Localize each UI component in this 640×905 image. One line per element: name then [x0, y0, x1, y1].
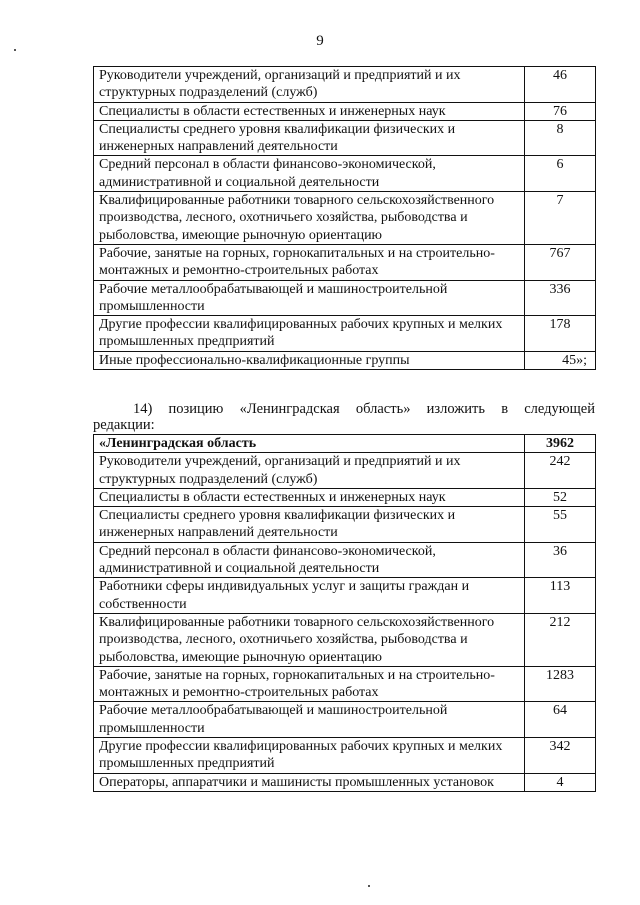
occupation-label: Специалисты среднего уровня квалификации физических и инженерных направлений деятельности [94, 120, 525, 156]
occupation-value: 342 [525, 738, 596, 774]
occupation-label: Квалифицированные работники товарного сельскохозяйственного производства, лесного, охотничьего хозяйства, рыбоводства и рыболовства, имеющие рыночную ориентацию [94, 613, 525, 666]
occupation-label: Другие профессии квалифицированных рабочих крупных и мелких промышленных предприятий [94, 738, 525, 774]
table-row [94, 316, 596, 352]
table-row [94, 244, 596, 280]
table-row [94, 578, 596, 614]
occupation-value: 46 [525, 67, 596, 103]
table-row [94, 613, 596, 666]
paragraph-line: редакции: [93, 417, 155, 433]
occupation-label: Рабочие металлообрабатывающей и машиностроительной промышленности [94, 702, 525, 738]
table-row [94, 666, 596, 702]
table-row [94, 280, 596, 316]
occupation-value: 7 [525, 192, 596, 245]
table-row [94, 773, 596, 791]
occupation-label: Рабочие металлообрабатывающей и машиностроительной промышленности [94, 280, 525, 316]
table-row [94, 738, 596, 774]
occupation-label: Иные профессионально-квалификационные группы [94, 351, 525, 369]
table-row [94, 351, 596, 369]
occupation-label: Средний персонал в области финансово-экономической, административной и социальной деятельности [94, 156, 525, 192]
occupation-label: Специалисты в области естественных и инженерных наук [94, 102, 525, 120]
table-row [94, 542, 596, 578]
occupation-value: 6 [525, 156, 596, 192]
occupation-label: Другие профессии квалифицированных рабочих крупных и мелких промышленных предприятий [94, 316, 525, 352]
occupation-label: Квалифицированные работники товарного сельскохозяйственного производства, лесного, охотничьего хозяйства, рыбоводства и рыболовства, имеющие рыночную ориентацию [94, 192, 525, 245]
region-name: «Ленинградская область [94, 435, 525, 453]
occupation-label: Средний персонал в области финансово-экономической, административной и социальной деятельности [94, 542, 525, 578]
occupation-value: 242 [525, 453, 596, 489]
occupation-value: 8 [525, 120, 596, 156]
scan-speck [14, 49, 16, 51]
occupation-label: Руководители учреждений, организаций и предприятий и их структурных подразделений (служб) [94, 453, 525, 489]
page-number: 9 [316, 33, 324, 49]
occupation-value: 178 [525, 316, 596, 352]
table-row [94, 120, 596, 156]
occupation-label: Рабочие, занятые на горных, горнокапитальных и на строительно-монтажных и ремонтно-строительных работах [94, 244, 525, 280]
paragraph-line: 14) позицию «Ленинградская область» изложить в следующей [133, 401, 595, 417]
amendment-paragraph [93, 401, 595, 433]
occupation-value: 767 [525, 244, 596, 280]
occupation-value: 52 [525, 488, 596, 506]
occupation-label: Работники сферы индивидуальных услуг и защиты граждан и собственности [94, 578, 525, 614]
table-row [94, 507, 596, 543]
table-row [94, 102, 596, 120]
table-row [94, 453, 596, 489]
occupation-value: 1283 [525, 666, 596, 702]
occupation-value: 212 [525, 613, 596, 666]
occupation-value: 45»; [525, 351, 596, 369]
occupation-value: 36 [525, 542, 596, 578]
table-row [94, 156, 596, 192]
table-row [94, 67, 596, 103]
occupation-value: 4 [525, 773, 596, 791]
occupations-table-continued [93, 66, 596, 370]
occupation-label: Руководители учреждений, организаций и предприятий и их структурных подразделений (служб) [94, 67, 525, 103]
occupation-value: 64 [525, 702, 596, 738]
occupation-label: Специалисты среднего уровня квалификации физических и инженерных направлений деятельности [94, 507, 525, 543]
occupation-label: Рабочие, занятые на горных, горнокапитальных и на строительно-монтажных и ремонтно-строительных работах [94, 666, 525, 702]
occupation-value: 76 [525, 102, 596, 120]
table-row [94, 702, 596, 738]
table-header-row [94, 435, 596, 453]
region-total: 3962 [525, 435, 596, 453]
leningrad-region-table [93, 434, 596, 792]
occupation-value: 113 [525, 578, 596, 614]
occupation-label: Специалисты в области естественных и инженерных наук [94, 488, 525, 506]
scan-speck [368, 885, 370, 887]
occupation-value: 336 [525, 280, 596, 316]
table-row [94, 192, 596, 245]
occupation-value: 55 [525, 507, 596, 543]
occupation-label: Операторы, аппаратчики и машинисты промышленных установок [94, 773, 525, 791]
table-row [94, 488, 596, 506]
